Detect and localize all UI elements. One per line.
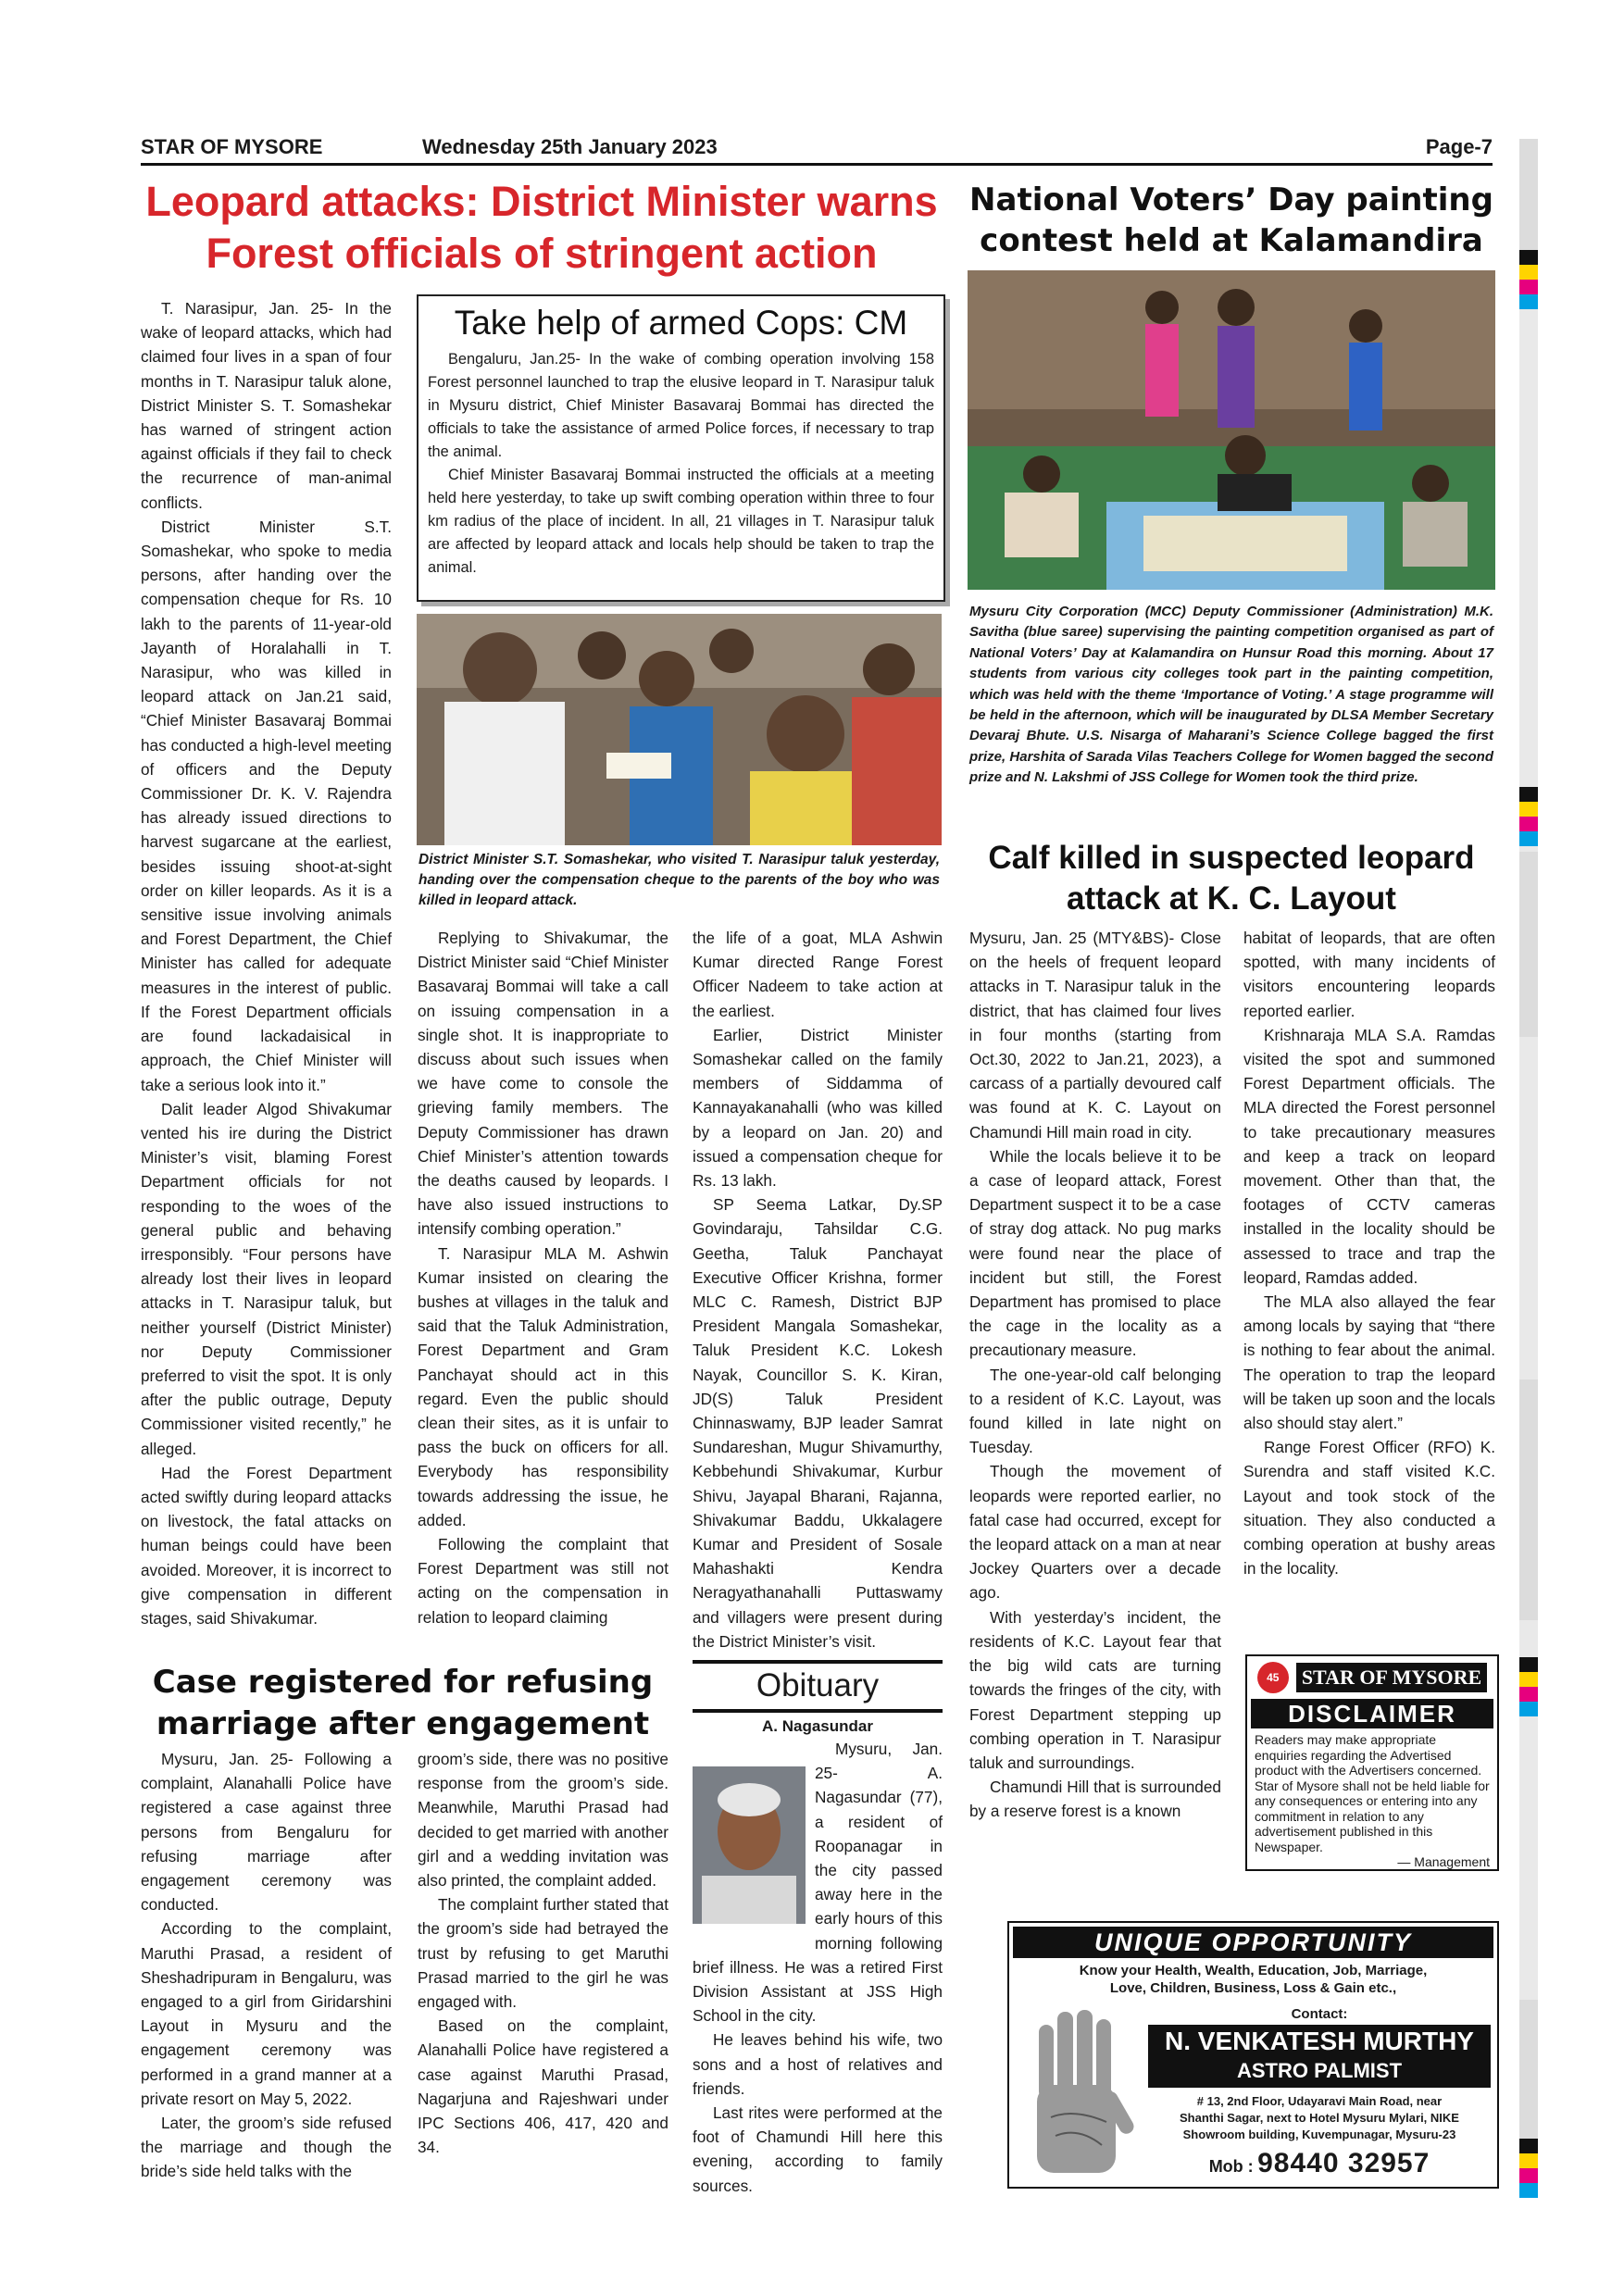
leopard-para: Replying to Shivakumar, the District Minister said “Chief Minister Basavaraj Bommai will take a call on issuing compensation in a single shot. It is inappropriate to discuss about such issues when we have come to console the grieving family members. The Deputy Commissioner has drawn Chief Minister’s attention towards the deaths caused by leopards. I have also issued instructions to intensify combing operation.” [418,929,668,1239]
obituary-body [693,1737,943,2198]
case-headline-line2: marriage after engagement [156,1705,650,1742]
ad-address-line: Shanthi Sagar, next to Hotel Mysuru Mylari, NIKE [1180,2111,1459,2125]
leopard-headline [139,176,944,280]
disclaimer-logo-text: STAR OF MYSORE [1296,1663,1487,1692]
issue-date: Wednesday 25th January 2023 [422,135,718,158]
ad-address-line: Showroom building, Kuvempunagar, Mysuru-23 [1182,2128,1456,2141]
crowd-photo-icon [417,614,942,845]
ad-name: N. VENKATESH MURTHY [1165,2027,1474,2055]
case-headline [139,1662,667,1745]
ad-mobile [1148,2148,1491,2179]
leopard-para: Had the Forest Department acted swiftly during leopard attacks on livestock, the fatal attacks on human beings could have been avoided. Moreover, it is incorrect to give compensation in different stages, said Shivakumar. [141,1463,392,1628]
calf-headline [968,838,1495,919]
calf-para: Chamundi Hill that is surrounded by a reserve forest is a known [969,1778,1221,1821]
leopard-para: Earlier, District Minister Somashekar called on the family members of Siddamma of Kannayakanahalli (who was killed by a leopard on Jan. 20) and issued a compensation cheque for Rs. 13 lakh. [693,1025,943,1191]
calf-para: Mysuru, Jan. 25 (MTY&BS)- Close on the heels of frequent leopard attacks in T. Narasipur taluk in the district, that has claimed four lives in four months (starting from Oct.30, 2022 to Jan.21, 2023), a carcass of a partially devoured calf was found at K. C. Layout on Chamundi Hill main road in city. [969,929,1221,1142]
ad-line1: Know your Health, Wealth, Education, Job, Marriage, [1079,1963,1428,1978]
case-headline-line1: Case registered for refusing [152,1664,654,1701]
calf-para: The one-year-old calf belonging to a resident of K.C. Layout, was found killed in late night on Tuesday. [969,1365,1221,1457]
obituary-bottom-rule [693,1709,943,1713]
leopard-cheque-photo [417,614,942,845]
voters-headline-line1: National Voters’ Day painting [969,181,1493,218]
case-para: groom’s side, there was no positive response from the groom’s side. Meanwhile, Maruthi Prasad had decided to get married with another girl and a wedding invitation was also printed, the complaint added. [418,1750,668,1890]
ad-role: ASTRO PALMIST [1236,2059,1403,2082]
voters-headline [968,180,1495,261]
painting-contest-photo [968,270,1495,590]
leopard-headline-line1: Leopard attacks: District Minister warns [145,178,938,225]
case-para: Mysuru, Jan. 25- Following a complaint, Alanahalli Police have registered a case against three persons from Bengaluru for refusing marriage after engagement ceremony was conducted. [141,1750,392,1915]
leopard-para: T. Narasipur MLA M. Ashwin Kumar insisted on clearing the bushes at villages in the taluk and said that the Taluk Administration, Forest Department and Gram Panchayat should act in this regard. Even the public should clean their sites, as it is unfair to pass the buck on officers for all. Everybody has responsibility towards addressing the issue, he added. [418,1243,668,1529]
obituary-para: Mysuru, Jan. 25- A. Nagasundar (77), a resident of Roopanagar in the city passed away here in the early hours of this morning following brief illness. He was a retired First Division Assistant at JSS High School in the city. [693,1740,943,2026]
paper-name: STAR OF MYSORE [141,135,323,158]
ad-contact-label: Contact: [1291,2006,1348,2022]
disclaimer-text: Readers may make appropriate enquiries regarding the Advertised product with the Advertisers concerned. Star of Mysore shall not be held liable for any consequences or entering into any commitment in relation to any advertisement published in this Newspaper. [1255,1732,1490,1854]
cm-headline: Take help of armed Cops: CM [454,304,908,342]
case-column-1 [141,1747,392,2184]
leopard-column-1 [141,296,392,1630]
leopard-headline-line2: Forest officials of stringent action [206,230,878,277]
calf-para: With yesterday’s incident, the residents of K.C. Layout fear that the big wild cats are turning towards the fringes of the city, with Forest Department stepping up combing operation in T. Narasipur taluk and surroundings. [969,1607,1221,1772]
disclaimer-signoff: — Management [1397,1854,1490,1869]
ad-address [1148,2093,1491,2143]
registration-marks-top [1519,250,1538,309]
registration-marks-bottom [1519,2139,1538,2198]
calf-column-1 [969,926,1221,1824]
logo-badge-icon: 45 [1257,1662,1289,1693]
ad-line2: Love, Children, Business, Loss & Gain etc., [1109,1980,1397,1996]
calf-para: Krishnaraja MLA S.A. Ramdas visited the spot and summoned Forest Department officials. The MLA directed the Forest personnel to take precautionary measures and keep a track on leopard movement. Other than that, the footages of CCTV cameras installed in the locality should be assessed to trace and trap the leopard, Ramdas added. [1243,1025,1495,1287]
cm-box [417,294,945,602]
disclaimer-logo [1247,1662,1497,1693]
leopard-para: Dalit leader Algod Shivakumar vented his ire during the District Minister’s visit, blaming Forest Department officials for not responding to the woes of the general public and behaving irresponsibly. “Four persons have already lost their lives in leopard attacks in T. Narasipur taluk, but neither yourself (District Minister) nor Deputy Commissioner preferred to visit the spot. It is only after the public outrage, Deputy Commissioner visited recently,” he alleged. [141,1099,392,1458]
obituary-top-rule [693,1660,943,1664]
masthead [141,135,1493,166]
case-para: Later, the groom’s side refused the marriage and though the bride’s side held talks with the [141,2114,392,2181]
case-para: Based on the complaint, Alanahalli Police have registered a case against Maruthi Prasad, Nagarjuna and Rajeshwari under IPC Sections 406, 417, 420 and 34. [418,2016,668,2157]
cm-para: Bengaluru, Jan.25- In the wake of combing operation involving 158 Forest personnel launched to trap the elusive leopard in T. Narasipur taluk in Mysuru district, Chief Minister Basavaraj Bommai has directed the officials to take the assistance of armed Police forces, if necessary to trap the animal. [428,351,934,460]
leopard-column-2 [418,926,668,1629]
ad-mob-number: 98440 32957 [1257,2148,1430,2178]
voters-headline-line2: contest held at Kalamandira [980,222,1483,259]
ad-name-block [1148,2025,1491,2088]
leopard-photo-caption: District Minister S.T. Somashekar, who visited T. Narasipur taluk yesterday, handing over the compensation cheque to the parents of the boy who was killed in leopard attack. [418,852,940,908]
painting-photo-icon [968,270,1495,590]
registration-marks-mid [1519,787,1538,846]
obituary-heading: Obituary [756,1667,880,1703]
calf-headline-line1: Calf killed in suspected leopard [988,840,1475,876]
calf-para: The MLA also allayed the fear among locals by saying that “there is nothing to fear about the animal. The operation to trap the leopard will be taken up soon and the locals also should stay alert.” [1243,1292,1495,1433]
leopard-para: SP Seema Latkar, Dy.SP Govindaraju, Tahsildar C.G. Geetha, Taluk Panchayat Executive Officer Krishna, former MLC C. Ramesh, District BJP President Mangala Somashekar, Taluk President K.C. Lokesh Nayak, Councillor S. K. Kiran, JD(S) Taluk President Chinnaswamy, BJP leader Samrat Sundareshan, Mugur Shivamurthy, Kebbehundi Shivakumar, Kurbur Shivu, Jayapal Bharani, Rajanna, Shivakumar Baddu, Ukkalagere Kumar and President of Sosale Mahashakti Kendra Neragyathanahalli Puttaswamy and villagers were present during the District Minister’s visit. [693,1195,943,1651]
disclaimer-box [1245,1654,1499,1871]
margin-strip-block [1519,852,1538,1037]
calf-para: Range Forest Officer (RFO) K. Surendra and staff visited K.C. Layout and took stock of the situation. They also conducted a combing operation at bushy areas in the locality. [1243,1438,1495,1578]
cm-para: Chief Minister Basavaraj Bommai instructed the officials at a meeting held here yesterday, to take up swift combing operation within three to four km radius of the place of incident. In all, 21 villages in T. Narasipur taluk are affected by leopard attack and locals help should be taken to trap the animal. [428,467,934,576]
page-number: Page-7 [1425,135,1493,158]
voters-caption: Mysuru City Corporation (MCC) Deputy Commissioner (Administration) M.K. Savitha (blue saree) supervising the painting competition organised as part of National Voters’ Day at Kalamandira on Hunsur Road this morning. About 17 students from various city colleges took part in the painting competition, which was held with the theme ‘Importance of Voting.’ A stage programme will be held in the afternoon, which will be inaugurated by DLSA Member Secretary Devaraj Bhute. U.S. Nisarga of Maharani’s Science College bagged the first prize, Harshita of Sarada Vilas Teachers College for Women bagged the second prize and N. Lakshmi of JSS College for Women took the third prize. [969,604,1493,786]
astro-advertisement [1007,1921,1499,2189]
calf-para: While the locals believe it to be a case of leopard attack, Forest Department suspect it to be a case of stray dog attack. No pug marks were found near the place of incident but still, the Forest Department has promised to place the cage in the locality as a precautionary measure. [969,1146,1221,1360]
obituary-para: Last rites were performed at the foot of Chamundi Hill here this evening, according to family sources. [693,2103,943,2195]
case-para: According to the complaint, Maruthi Prasad, a resident of Sheshadripuram in Bengaluru, was engaged to a girl from Giridarshini Layout in Mysuru and the engagement ceremony was performed in a grand manner at a private resort on May 5, 2022. [141,1919,392,2108]
leopard-para: T. Narasipur, Jan. 25- In the wake of leopard attacks, which had claimed four lives in a span of four months in T. Narasipur taluk alone, District Minister S. T. Somashekar has warned of stringent action against officials if they fail to check the recurrence of man-animal conflicts. [141,299,392,512]
leopard-para: the life of a goat, MLA Ashwin Kumar directed Range Forest Officer Nadeem to take action at the earliest. [693,929,943,1020]
palm-icon [1018,2006,1139,2177]
calf-headline-line2: attack at K. C. Layout [1067,880,1396,917]
leopard-para: District Minister S.T. Somashekar, who spoke to media persons, after handing over the compensation cheque for Rs. 10 lakh to the parents of 11-year-old Jayanth of Horalahalli in T. Narasipur, who was killed in leopard attack on Jan.21 said, “Chief Minister Basavaraj Bommai has conducted a high-level meeting of officers and the Deputy Commissioner Dr. K. V. Rajendra has already issued directions to harvest sugarcane at the earliest, besides issuing shoot-at-sight order on killer leopards. As it is a sensitive issue involving animals and Forest Department, the Chief Minister has called for adequate measures in the interest of public. If the Forest Department officials are found lackadaisical in approach, the Chief Minister will take a serious look into it.” [141,517,392,1094]
registration-marks-lower [1519,1657,1538,1716]
margin-strip-block [1519,139,1538,250]
leopard-para: Following the complaint that Forest Department was still not acting on the compensation in relation to leopard claiming [418,1535,668,1627]
case-para: The complaint further stated that the groom’s side had betrayed the trust by refusing to get Maruthi Prasad married to the girl he was engaged with. [418,1895,668,2012]
calf-para: habitat of leopards, that are often spotted, with many incidents of visitors encountering leopards reported earlier. [1243,929,1495,1020]
ad-title: UNIQUE OPPORTUNITY [1013,1927,1493,1958]
ad-mob-label: Mob : [1208,2157,1254,2176]
case-column-2 [418,1747,668,2159]
leopard-column-3 [693,926,943,1653]
portrait-float [693,1737,815,1931]
obituary-name: A. Nagasundar [762,1717,873,1735]
disclaimer-title: DISCLAIMER [1251,1699,1493,1728]
margin-strip [1519,139,1538,2194]
calf-column-2 [1243,926,1495,1580]
margin-strip-block [1519,1379,1538,1620]
calf-para: Though the movement of leopards were reported earlier, no fatal case had occurred, except for the leopard attack on a man at near Jockey Quarters over a decade ago. [969,1462,1221,1603]
obituary-para: He leaves behind his wife, two sons and a host of relatives and friends. [693,2030,943,2098]
ad-address-line: # 13, 2nd Floor, Udayaravi Main Road, near [1196,2094,1443,2108]
